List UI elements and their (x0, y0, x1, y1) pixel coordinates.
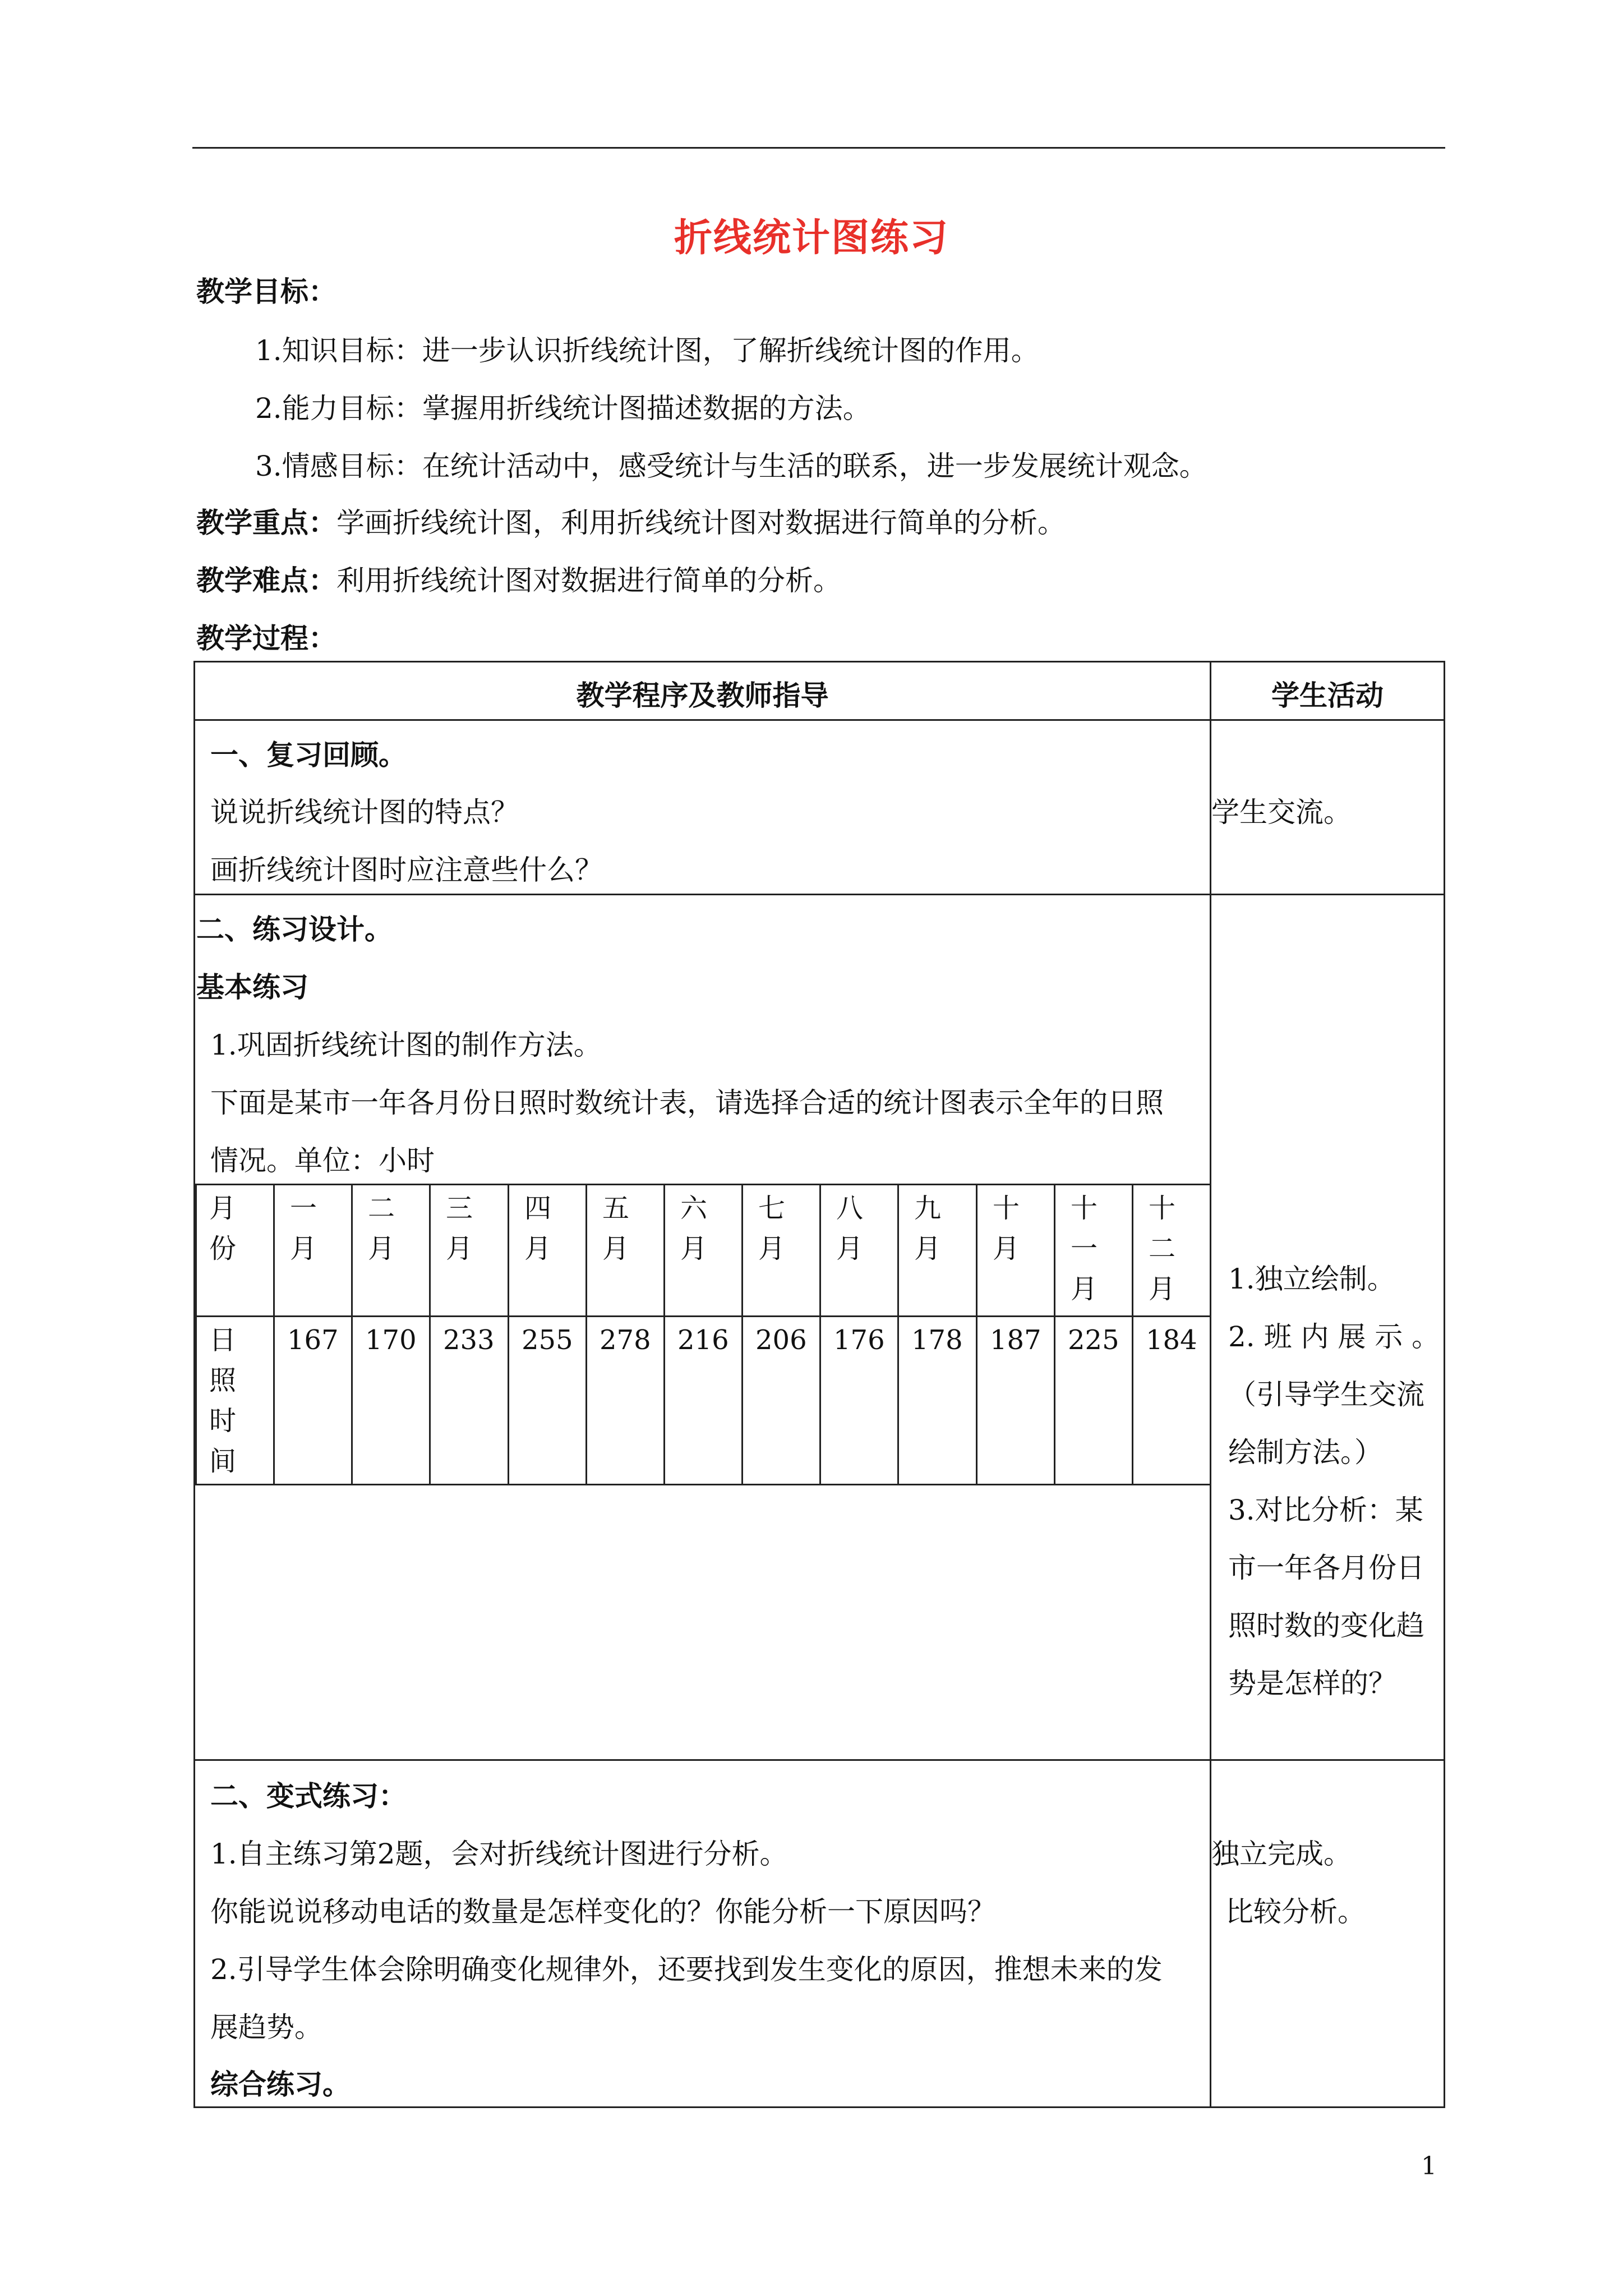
sunshine-value: 278 (600, 1324, 651, 1356)
data-table-line (508, 1184, 509, 1485)
sunshine-value: 187 (990, 1324, 1041, 1356)
difficult-point (196, 564, 841, 597)
month-header-char: 六 (680, 1193, 708, 1224)
data-table-line (273, 1184, 275, 1485)
data-table-line (195, 1315, 1210, 1317)
data-table-line (1054, 1184, 1055, 1485)
row2-student-8: 势是怎样的？ (1228, 1667, 1396, 1700)
row-label-sunshine-char: 间 (209, 1446, 237, 1477)
key-point (196, 506, 1066, 540)
row1-student: 学生交流。 (1211, 796, 1352, 829)
month-header-char: 四 (524, 1193, 552, 1224)
data-table-line (195, 1484, 1210, 1485)
month-header (758, 1188, 785, 1269)
month-header-char: 月 (368, 1233, 395, 1264)
row2-student-7: 照时数的变化趋 (1228, 1609, 1424, 1642)
month-header-char: 月 (602, 1233, 630, 1264)
difficult-point-text: 利用折线统计图对数据进行简单的分析。 (336, 564, 841, 597)
month-header-char: 一 (1071, 1233, 1098, 1264)
row-label-sunshine-char: 照 (209, 1365, 237, 1396)
month-header-char: 十 (993, 1193, 1020, 1224)
row2-heading: 二、练习设计。 (196, 913, 393, 946)
sunshine-value: 176 (833, 1324, 885, 1356)
row3-heading: 二、变式练习： (210, 1779, 407, 1812)
data-table-line (741, 1184, 743, 1485)
row2-subheading: 基本练习 (196, 970, 308, 1004)
key-point-label: 教学重点： (196, 506, 336, 539)
month-header-char: 月 (524, 1233, 552, 1264)
month-header (446, 1188, 473, 1269)
data-table-line (897, 1184, 899, 1485)
col-header-student: 学生活动 (1271, 679, 1384, 712)
sunshine-value: 167 (287, 1324, 339, 1356)
data-table-line (351, 1184, 353, 1485)
page-number: 1 (1421, 2152, 1437, 2180)
data-table-line (663, 1184, 665, 1485)
row3-footer: 综合练习。 (210, 2068, 351, 2101)
sunshine-value: 233 (443, 1324, 495, 1356)
data-table-line (976, 1184, 978, 1485)
month-header (993, 1188, 1020, 1269)
row1-line-1: 说说折线统计图的特点？ (210, 796, 519, 829)
row3-line-4: 展趋势。 (210, 2011, 322, 2044)
month-header (602, 1188, 629, 1269)
month-header (1149, 1188, 1175, 1309)
month-header-char: 月 (993, 1233, 1020, 1264)
sunshine-value: 170 (365, 1324, 417, 1356)
row-label-sunshine (209, 1320, 236, 1481)
month-header-char: 三 (446, 1193, 473, 1224)
row2-student-3: （引导学生交流 (1228, 1378, 1424, 1411)
month-header (290, 1188, 317, 1269)
row2-student-2: 2. 班 内 展 示 。 (1228, 1320, 1440, 1353)
month-header-char: 八 (836, 1193, 864, 1224)
process-heading: 教学过程： (196, 622, 336, 655)
data-table-line (585, 1184, 587, 1485)
row1-line-2: 画折线统计图时应注意些什么？ (210, 854, 603, 886)
row2-line-3: 情况。单位：小时 (210, 1144, 435, 1177)
month-header (680, 1188, 707, 1269)
month-header-char: 一 (290, 1193, 317, 1224)
row2-student-6: 市一年各月份日 (1228, 1552, 1424, 1584)
difficult-point-label: 教学难点： (196, 564, 336, 597)
month-header-char: 九 (914, 1193, 942, 1224)
row-label-sunshine-char: 日 (209, 1324, 237, 1356)
data-table-line (819, 1184, 821, 1485)
row2-line-2: 下面是某市一年各月份日照时数统计表，请选择合适的统计图表示全年的日照 (210, 1087, 1164, 1119)
sunshine-value: 178 (911, 1324, 963, 1356)
month-header-char: 二 (1149, 1233, 1176, 1264)
data-table-line (195, 1184, 197, 1485)
objective-2: 2.能力目标：掌握用折线统计图描述数据的方法。 (255, 392, 871, 425)
month-header-char: 五 (602, 1193, 630, 1224)
objective-3: 3.情感目标：在统计活动中，感受统计与生活的联系，进一步发展统计观念。 (255, 450, 1207, 482)
month-header-char: 七 (758, 1193, 786, 1224)
sunshine-value: 216 (677, 1324, 729, 1356)
data-table-line (429, 1184, 431, 1485)
data-table-line (195, 1184, 1210, 1185)
sunshine-value: 206 (755, 1324, 807, 1356)
row2-student-5: 3.对比分析：某 (1228, 1494, 1423, 1526)
row3-line-2: 你能说说移动电话的数量是怎样变化的？你能分析一下原因吗？ (210, 1895, 995, 1928)
row3-student-2: 比较分析。 (1225, 1895, 1366, 1928)
objectives-heading: 教学目标： (196, 275, 336, 308)
objective-1: 1.知识目标：进一步认识折线统计图，了解折线统计图的作用。 (255, 334, 1039, 367)
month-header-char: 月 (290, 1233, 317, 1264)
col-header-teacher: 教学程序及教师指导 (576, 679, 829, 712)
row2-student-1: 1.独立绘制。 (1228, 1263, 1395, 1295)
sunshine-value: 184 (1146, 1324, 1197, 1356)
data-table-line (1210, 1184, 1211, 1485)
month-header-char: 月 (680, 1233, 708, 1264)
month-header-char: 十 (1149, 1193, 1176, 1224)
month-header (368, 1188, 395, 1269)
month-header-char: 月 (1149, 1273, 1176, 1305)
page-title: 折线统计图练习 (674, 215, 949, 260)
key-point-text: 学画折线统计图，利用折线统计图对数据进行简单的分析。 (336, 507, 1066, 539)
row1-heading: 一、复习回顾。 (210, 738, 407, 771)
month-header (1071, 1188, 1098, 1309)
month-header (524, 1188, 551, 1269)
data-table-line (1132, 1184, 1133, 1485)
sunshine-value: 255 (522, 1324, 573, 1356)
header-rule (192, 147, 1445, 149)
month-header-char: 月 (446, 1233, 473, 1264)
sunshine-value: 225 (1068, 1324, 1119, 1356)
row-label-sunshine-char: 时 (209, 1405, 237, 1437)
month-header-char: 月 (1071, 1273, 1098, 1305)
row-label-month (209, 1188, 236, 1269)
row2-line-1: 1.巩固折线统计图的制作方法。 (210, 1029, 602, 1061)
row-label-month-char: 份 (209, 1233, 237, 1264)
month-header (836, 1188, 863, 1269)
month-header-char: 月 (836, 1233, 864, 1264)
month-header-char: 月 (914, 1233, 942, 1264)
row3-line-1: 1.自主练习第2题，会对折线统计图进行分析。 (210, 1838, 788, 1870)
row3-line-3: 2.引导学生体会除明确变化规律外，还要找到发生变化的原因，推想未来的发 (210, 1953, 1163, 1986)
row-label-month-char: 月 (209, 1193, 237, 1224)
month-header-char: 月 (758, 1233, 786, 1264)
row2-student-4: 绘制方法。） (1228, 1436, 1382, 1469)
row3-student-1: 独立完成。 (1211, 1838, 1352, 1870)
month-header-char: 二 (368, 1193, 395, 1224)
month-header-char: 十 (1071, 1193, 1098, 1224)
month-header (914, 1188, 941, 1269)
